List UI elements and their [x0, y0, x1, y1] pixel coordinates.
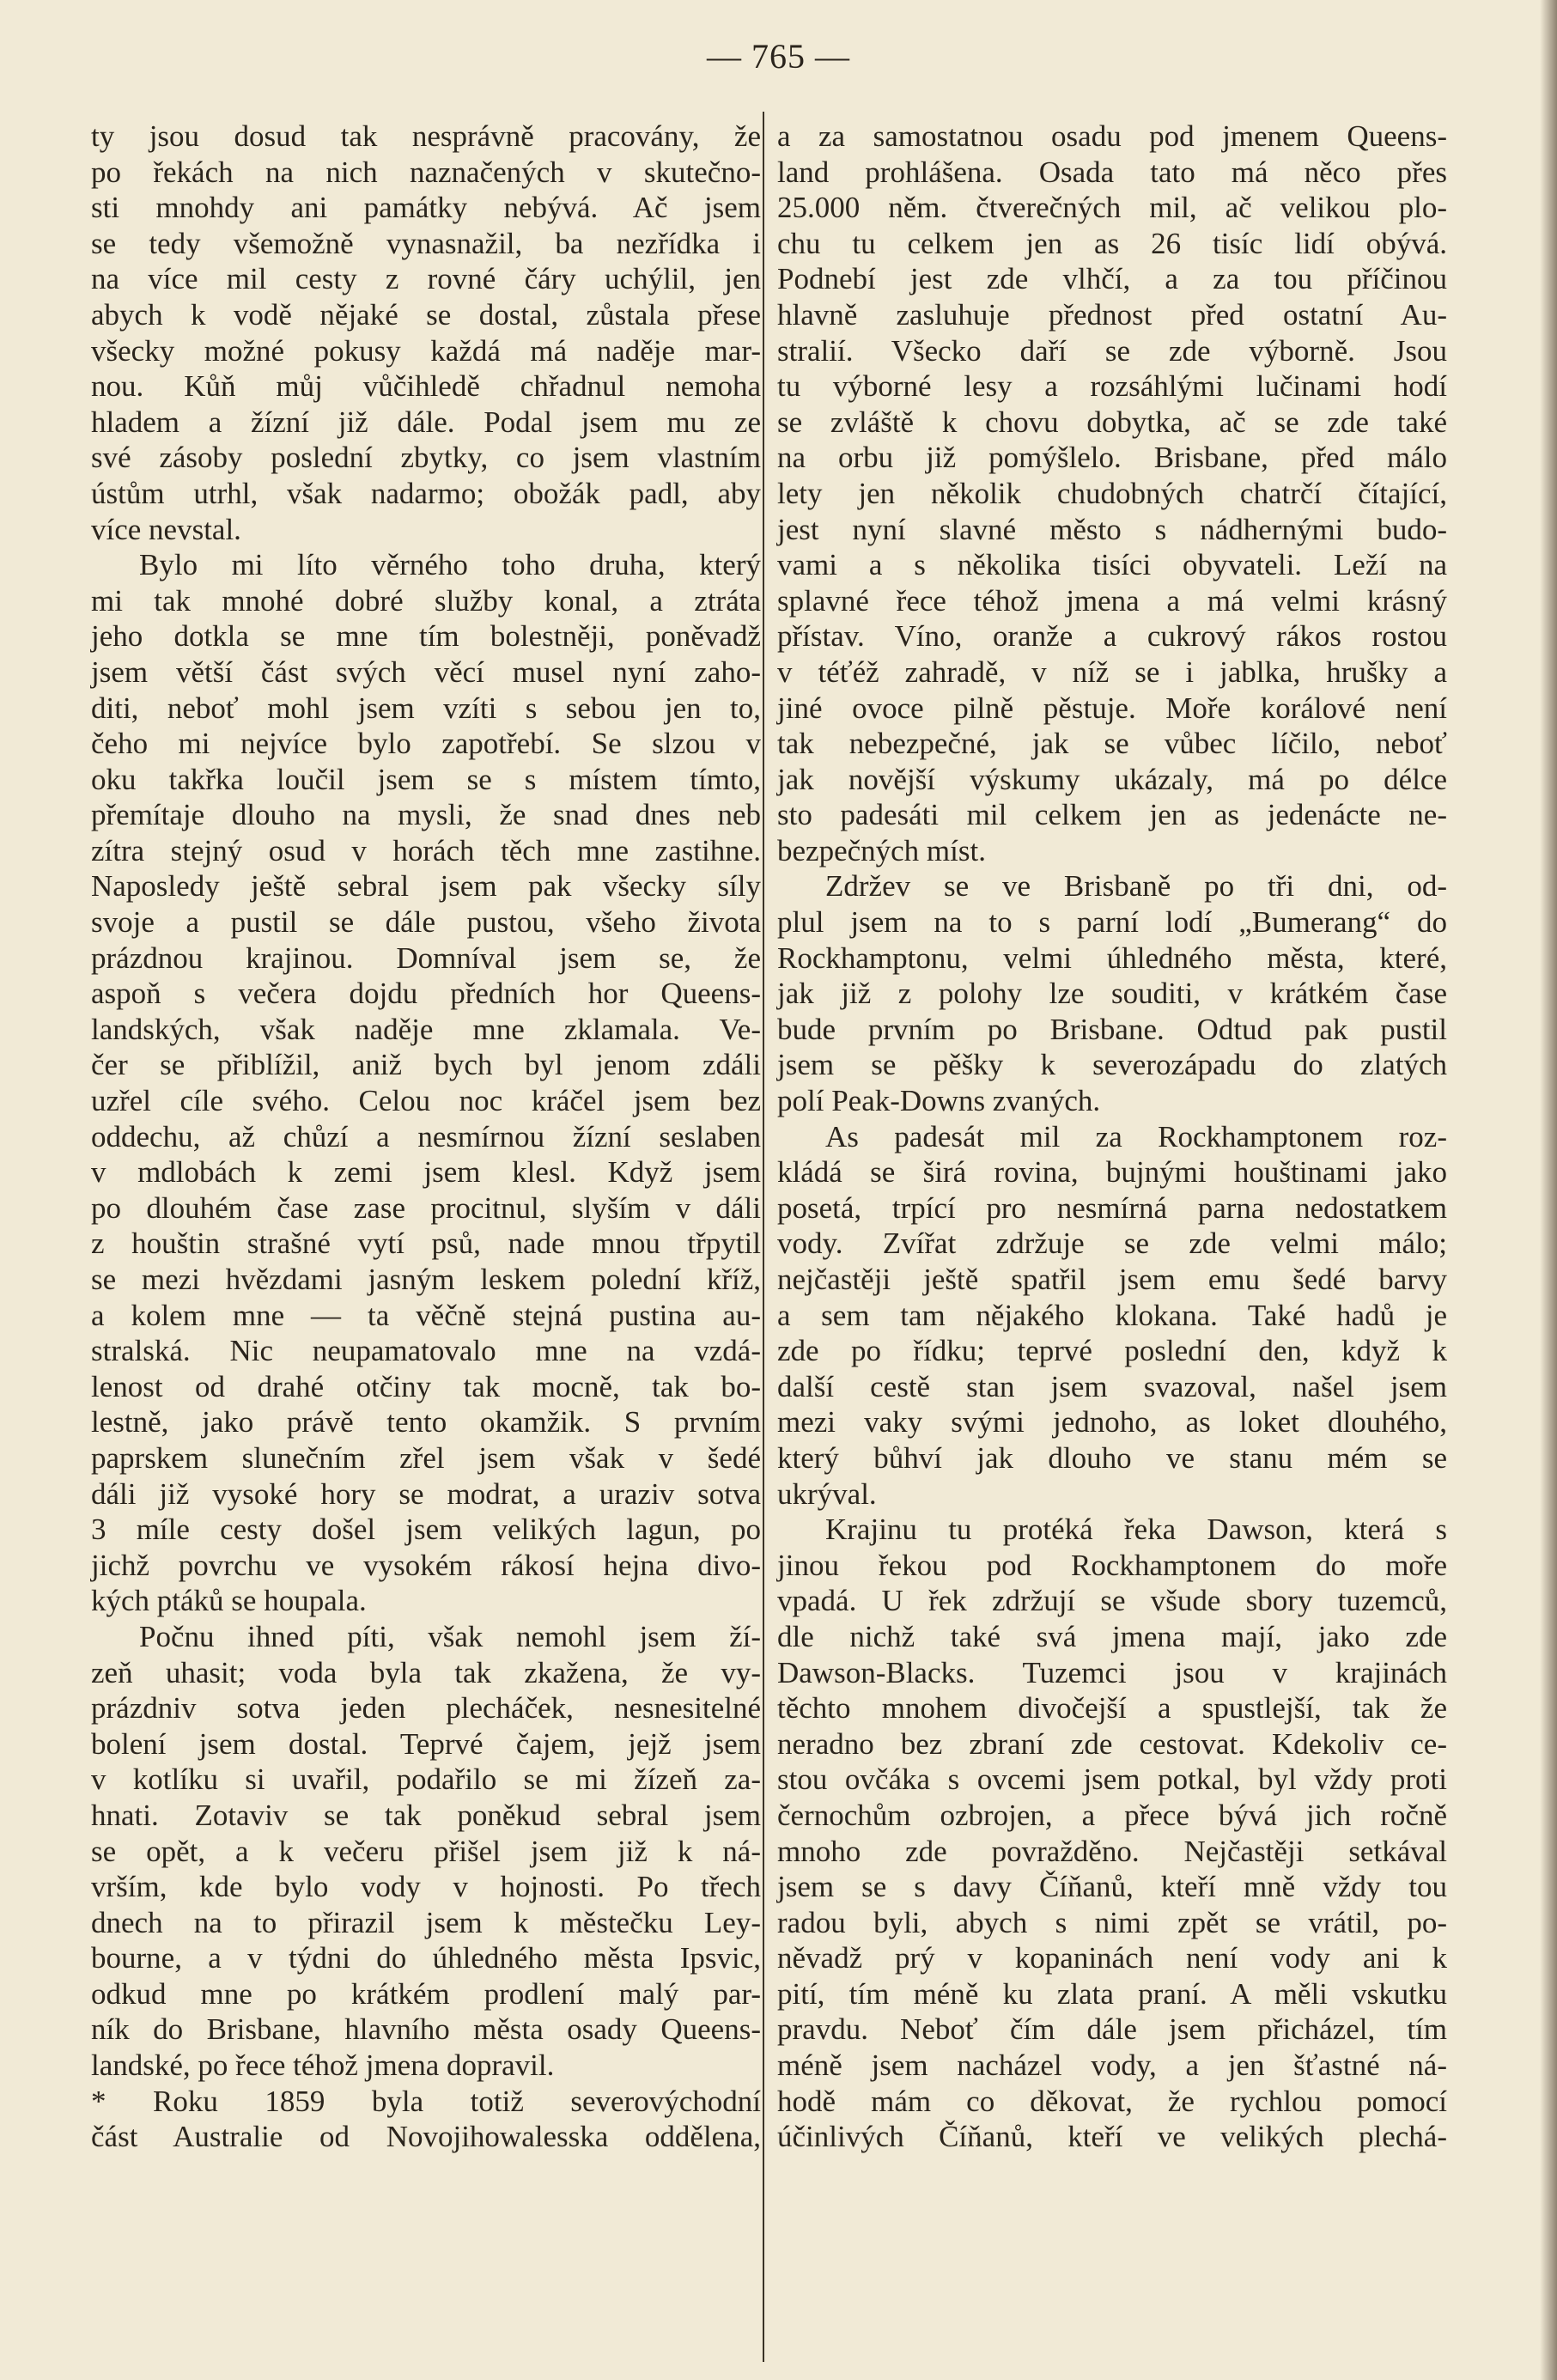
text-line: ty jsou dosud tak nesprávně pracovány, že — [91, 119, 761, 153]
text-line: který bůhví jak dlouho ve stanu mém se — [777, 1440, 1447, 1475]
text-line: po řekách na nich naznačených v skutečno- — [91, 155, 761, 189]
text-line: Rockhamptonu, velmi úhledného města, které, — [777, 940, 1447, 975]
text-line: lenost od drahé otčiny tak mocně, tak bo- — [91, 1369, 761, 1403]
text-line: svoje a pustil se dále pustou, všeho života — [91, 905, 761, 940]
text-line: stralská. Nic neupamatovalo mne na vzdá- — [91, 1334, 761, 1368]
text-line: ník do Brisbane, hlavního města osady Queens- — [91, 2012, 761, 2047]
page-number: — 765 — — [707, 37, 850, 76]
text-line: černochům ozbrojen, a přece bývá jich ročně — [777, 1798, 1447, 1832]
text-line: zeň uhasit; voda byla tak zkažena, že vy- — [91, 1655, 761, 1689]
text-line: 3 míle cesty došel jsem velikých lagun, po — [91, 1513, 761, 1547]
text-line: nejčastěji ještě spatřil jsem emu šedé barvy — [777, 1263, 1447, 1296]
text-line: hnati. Zotaviv se tak poněkud sebral jsem — [91, 1798, 761, 1832]
text-line: kých ptáků se houpala. — [91, 1584, 367, 1618]
text-line: vody. Zvířat zdržuje se zde velmi málo; — [777, 1227, 1447, 1261]
text-line: hladem a žízní již dále. Podal jsem mu ze — [91, 405, 761, 439]
text-line: dáli již vysoké hory se modrat, a uraziv sotva — [91, 1476, 761, 1511]
text-line: své zásoby poslední zbytky, co jsem vlastním — [91, 441, 761, 475]
text-line: více nevstal. — [91, 512, 241, 546]
text-line: se tedy všemožně vynasnažil, ba nezřídka i — [91, 226, 761, 260]
text-line: 25.000 něm. čtverečných mil, ač velikou plo- — [777, 191, 1447, 225]
text-line: pití, tím méně ku zlata praní. A měli vskutku — [777, 1976, 1447, 2011]
left-column — [91, 119, 761, 2155]
text-line: Dawson-Blacks. Tuzemci jsou v krajinách — [777, 1655, 1447, 1689]
text-line: nou. Kůň můj vůčihledě chřadnul nemoha — [91, 369, 761, 404]
text-line: oddechu, až chůzí a nesmírnou žízní seslaben — [91, 1119, 761, 1153]
text-line: další cestě stan jsem svazoval, našel jsem — [777, 1369, 1447, 1403]
text-line: stralií. Všecko daří se zde výborně. Jsou — [777, 333, 1447, 368]
text-line: Naposledy ještě sebral jsem pak všecky síly — [91, 869, 761, 904]
text-line: všecky možné pokusy každá má naděje mar- — [91, 333, 761, 368]
text-line: tak nebezpečné, jak se vůbec líčilo, neboť — [777, 727, 1447, 761]
text-line: stou ovčáka s ovcemi jsem potkal, byl vždy proti — [777, 1762, 1447, 1797]
text-line: hlavně zasluhuje přednost před ostatní Au- — [777, 297, 1447, 332]
text-line: oku takřka loučil jsem se s místem tímto, — [91, 762, 761, 796]
text-line: dle nichž také svá jmena mají, jako zde — [777, 1619, 1447, 1653]
text-line: v mdlobách k zemi jsem klesl. Když jsem — [91, 1155, 761, 1190]
text-line: plul jsem na to s parní lodí „Bumerang“ do — [777, 905, 1447, 940]
text-line: a kolem mne — ta věčně stejná pustina au- — [91, 1298, 761, 1332]
text-line: čeho mi nejvíce bylo zapotřebí. Se slzou v — [91, 727, 761, 761]
text-line: jest nyní slavné město s nádhernými budo- — [777, 512, 1447, 546]
text-line: mi tak mnohé dobré služby konal, a ztráta — [91, 583, 761, 618]
text-line: dnech na to přirazil jsem k městečku Ley- — [91, 1905, 761, 1939]
text-line: mezi vaky svými jednoho, as loket dlouhého, — [777, 1405, 1447, 1440]
text-line: polí Peak-Downs zvaných. — [777, 1084, 1101, 1118]
text-line: v kotlíku si uvařil, podařilo se mi žízeň za- — [91, 1762, 761, 1797]
text-line: vpadá. U řek zdržují se všude sbory tuzemců, — [777, 1584, 1447, 1618]
text-line: čer se přiblížil, aniž bych byl jenom zdáli — [91, 1048, 761, 1082]
text-line: jsem větší část svých věcí musel nyní zaho- — [91, 654, 761, 689]
text-line: As padesát mil za Rockhamptonem roz- — [825, 1119, 1447, 1153]
text-line: landské, po řece téhož jmena dopravil. — [91, 2048, 555, 2083]
text-line: landských, však naděje mne zklamala. Ve- — [91, 1012, 761, 1046]
text-line: land prohlášena. Osada tato má něco přes — [777, 155, 1447, 189]
text-line: prázdnou krajinou. Domníval jsem se, že — [91, 940, 761, 975]
text-line: odkud mne po krátkém prodlení malý par- — [91, 1976, 761, 2011]
text-line: vami a s několika tisíci obyvateli. Leží na — [777, 548, 1447, 582]
text-line: Podnebí jest zde vlhčí, a za tou příčinou — [777, 262, 1447, 296]
text-line: vrším, kde bylo vody v hojnosti. Po třech — [91, 1870, 761, 1904]
text-line: na orbu již pomýšlelo. Brisbane, před málo — [777, 441, 1447, 475]
text-line: přístav. Víno, oranže a cukrový rákos rostou — [777, 619, 1447, 654]
text-line: účinlivých Číňanů, kteří ve velikých plechá- — [777, 2120, 1447, 2154]
text-line: mnoho zde povražděno. Nejčastěji setkával — [777, 1834, 1447, 1868]
text-line: jichž povrchu ve vysokém rákosí hejna divo- — [91, 1548, 761, 1582]
text-line: část Australie od Novojihowalesska oddělena, — [91, 2120, 761, 2154]
text-line: bolení jsem dostal. Teprvé čajem, jejž jsem — [91, 1726, 761, 1761]
right-column — [777, 119, 1447, 2155]
text-line: aspoň s večera dojdu předních hor Queens- — [91, 977, 761, 1011]
text-line: Bylo mi líto věrného toho druha, který — [139, 548, 761, 582]
text-line: na více mil cesty z rovné čáry uchýlil, jen — [91, 262, 761, 296]
text-line: pravdu. Neboť čím dále jsem přicházel, tím — [777, 2012, 1447, 2047]
text-line: abych k vodě nějaké se dostal, zůstala přese — [91, 297, 761, 332]
text-line: prázdniv sotva jeden plecháček, nesnesitelné — [91, 1691, 761, 1726]
text-line: jak již z polohy lze souditi, v krátkém čase — [777, 977, 1447, 1011]
text-line: jeho dotkla se mne tím bolestněji, poněvadž — [91, 619, 761, 654]
text-line: méně jsem nacházel vody, a jen šťastné ná- — [777, 2048, 1447, 2083]
text-line: uzřel cíle svého. Celou noc kráčel jsem bez — [91, 1084, 761, 1118]
text-line: po dlouhém čase zase procitnul, slyším v dáli — [91, 1190, 761, 1225]
text-line: kládá se širá rovina, bujnými houštinami jako — [777, 1155, 1447, 1190]
text-line: a sem tam nějakého klokana. Také hadů je — [777, 1298, 1447, 1332]
text-line: Krajinu tu protéká řeka Dawson, která s — [825, 1513, 1447, 1547]
text-line: bezpečných míst. — [777, 833, 986, 867]
text-line: jsem se pěšky k severozápadu do zlatých — [777, 1048, 1447, 1082]
text-line: chu tu celkem jen as 26 tisíc lidí obývá. — [777, 226, 1447, 260]
text-line: lestně, jako právě tento okamžik. S prvním — [91, 1405, 761, 1440]
text-line: lety jen několik chudobných chatrčí čítající, — [777, 476, 1447, 510]
text-line: hodě mám co děkovat, že rychlou pomocí — [777, 2084, 1447, 2118]
text-line: ukrýval. — [777, 1476, 877, 1511]
text-line: sti mnohdy ani památky nebývá. Ač jsem — [91, 191, 761, 225]
text-line: zde po řídku; teprvé poslední den, když k — [777, 1334, 1447, 1368]
column-divider — [763, 112, 764, 2362]
text-line: paprskem slunečním zřel jsem však v šedé — [91, 1440, 761, 1475]
text-line: diti, neboť mohl jsem vzíti s sebou jen to, — [91, 691, 761, 725]
text-line: bourne, a v týdni do úhledného města Ipsvic, — [91, 1941, 761, 1975]
text-line: bude prvním po Brisbane. Odtud pak pustil — [777, 1012, 1447, 1046]
binding-shadow — [1540, 0, 1557, 2380]
text-line: Počnu ihned píti, však nemohl jsem ží- — [139, 1619, 761, 1653]
text-line: něvadž prý v kopaninách není vody ani k — [777, 1941, 1447, 1975]
text-line: Zdržev se ve Brisbaně po tři dni, od- — [825, 869, 1447, 904]
text-line: přemítaje dlouho na mysli, že snad dnes neb — [91, 798, 761, 832]
text-line: a za samostatnou osadu pod jmenem Queens- — [777, 119, 1447, 153]
text-line: splavné řece téhož jmena a má velmi krásný — [777, 583, 1447, 618]
text-line: těchto mnohem divočejší a spustlejší, tak že — [777, 1691, 1447, 1726]
text-line: jak novější výskumy ukázaly, má po délce — [777, 762, 1447, 796]
text-line: z houštin strašné vytí psů, nade mnou třpytil — [91, 1227, 761, 1261]
text-line: jsem se s davy Číňanů, kteří mně vždy tou — [777, 1870, 1447, 1904]
text-line: radou byli, abych s nimi zpět se vrátil, po- — [777, 1905, 1447, 1939]
text-line: se zvláště k chovu dobytka, ač se zde také — [777, 405, 1447, 439]
text-line: se mezi hvězdami jasným leskem polední kříž, — [91, 1263, 761, 1296]
text-line: se opět, a k večeru přišel jsem již k ná- — [91, 1834, 761, 1868]
text-line: zítra stejný osud v horách těch mne zastihne. — [91, 833, 761, 867]
text-line: posetá, trpící pro nesmírná parna nedostatkem — [777, 1190, 1447, 1225]
text-line: v téťéž zahradě, v níž se i jablka, hrušky a — [777, 654, 1447, 689]
text-line: jinou řekou pod Rockhamptonem do moře — [777, 1548, 1447, 1582]
text-line: neradno bez zbraní zde cestovat. Kdekoliv ce- — [777, 1726, 1447, 1761]
text-line: * Roku 1859 byla totiž severovýchodní — [91, 2084, 761, 2118]
text-line: ústům utrhl, však nadarmo; obožák padl, aby — [91, 476, 761, 510]
text-line: tu výborné lesy a rozsáhlými lučinami hodí — [777, 369, 1447, 404]
text-line: sto padesáti mil celkem jen as jedenácte ne- — [777, 798, 1447, 832]
text-line: jiné ovoce pilně pěstuje. Moře korálové není — [777, 691, 1447, 725]
